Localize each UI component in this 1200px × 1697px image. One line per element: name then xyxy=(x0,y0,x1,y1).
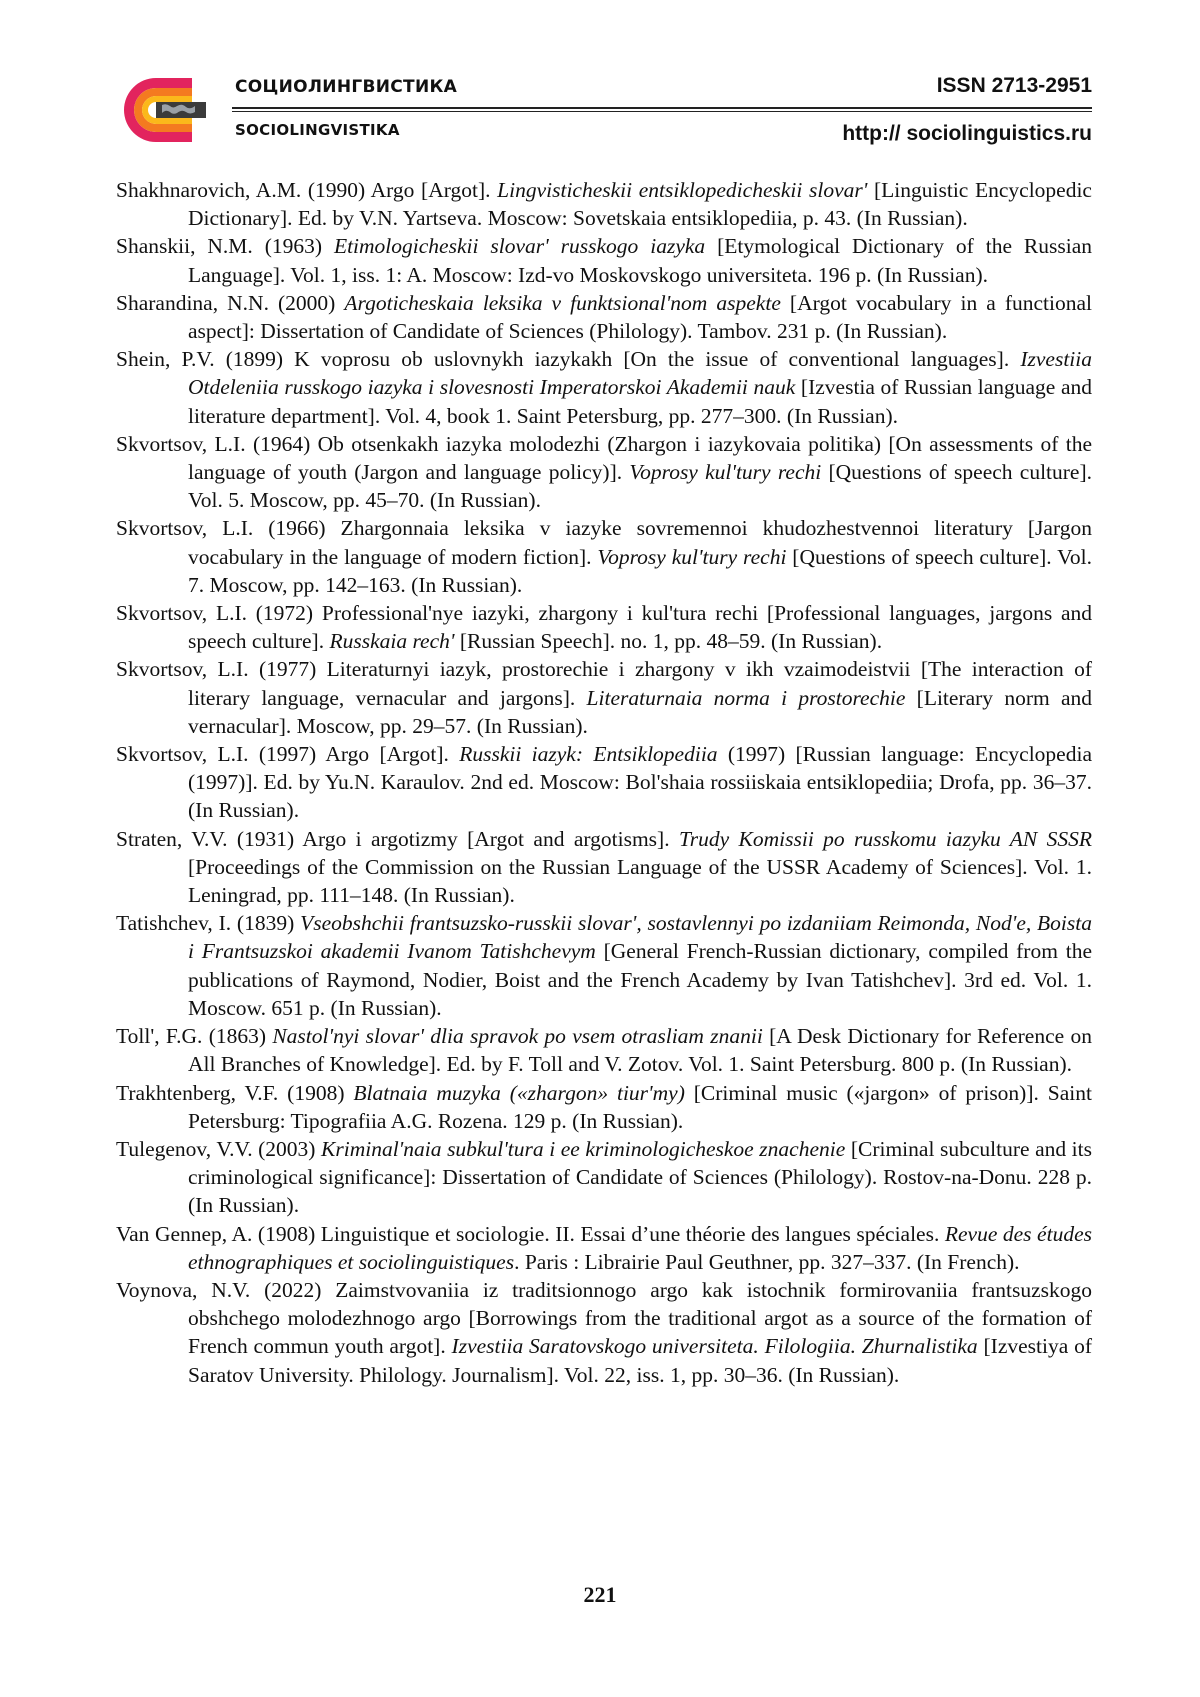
reference-item: Voynova, N.V. (2022) Zaimstvovaniia iz traditsionnogo argo kak istochnik formirovaniia frantsuzskogo obshchego molodezhnogo argo [Borrowings from the traditional argot as a source of the formation of French commun youth argot]. Izvestiia Saratovskogo universiteta. Filologiia. Zhurnalistika [Izvestiya of Saratov University. Philology. Journalism]. Vol. 22, iss. 1, pp. 30–36. (In Russian). xyxy=(116,1277,1092,1387)
journal-title-en: SOCIOLINGVISTIKA xyxy=(235,121,400,139)
reference-item: Shanskii, N.M. (1963) Etimologicheskii slovar' russkogo iazyka [Etymological Dictionary of the Russian Language]. Vol. 1, iss. 1: A. Moscow: Izd-vo Moskovskogo universiteta. 196 p. (In Russian). xyxy=(116,234,1093,287)
page-number: 221 xyxy=(583,1582,617,1607)
reference-item: Tatishchev, I. (1839) Vseobshchii frantsuzsko-russkii slovar', sostavlennyi po izdaniiam Reimonda, Nod'e, Boista i Frantsuzskoi akademii Ivanom Tatishchevym [General French-Russian dictionary, compiled from the publications of Raymond, Nodier, Boist and the French Academy by Ivan Tatishchev]. 3rd ed. Vol. 1. Moscow. 651 p. (In Russian). xyxy=(116,911,1092,1020)
reference-item: Toll', F.G. (1863) Nastol'nyi slovar' dlia spravok po vsem otrasliam znanii [A Desk Dictionary for Reference on All Branches of Knowledge]. Ed. by F. Toll and V. Zotov. Vol. 1. Saint Petersburg. 800 p. (In Russian). xyxy=(116,1024,1092,1077)
reference-list xyxy=(116,176,1092,1389)
issn: ISSN 2713-2951 xyxy=(936,74,1092,97)
reference-item: Tulegenov, V.V. (2003) Kriminal'naia subkul'tura i ee kriminologicheskoe znachenie [Criminal subculture and its criminological significance]: Dissertation of Candidate of Sciences (Philology). Rostov-na-Donu. 228 p. (In Russian). xyxy=(116,1136,1093,1218)
header-divider-thin xyxy=(232,111,1092,112)
reference-item: Skvortsov, L.I. (1997) Argo [Argot]. Russkii iazyk: Entsiklopediia (1997) [Russian language: Encyclopedia (1997)]. Ed. by Yu.N. Karaulov. 2nd ed. Moscow: Bol'shaia rossiiskaia entsiklopediia; Drofa, pp. 36–37. (In Russian). xyxy=(116,742,1092,823)
reference-item: Straten, V.V. (1931) Argo i argotizmy [Argot and argotisms]. Trudy Komissii po russkomu iazyku AN SSSR [Proceedings of the Commission on the Russian Language of the USSR Academy of Sciences]. Vol. 1. Leningrad, pp. 111–148. (In Russian). xyxy=(116,826,1093,908)
journal-logo xyxy=(112,74,212,146)
reference-item: Trakhtenberg, V.F. (1908) Blatnaia muzyka («zhargon» tiur'my) [Criminal music («jargon» of prison)]. Saint Petersburg: Tipografiia A.G. Rozena. 129 p. (In Russian). xyxy=(116,1080,1092,1133)
reference-item: Skvortsov, L.I. (1977) Literaturnyi iazyk, prostorechie i zhargony v ikh vzaimodeistvii [The interaction of literary language, vernacular and jargons]. Literaturnaia norma i prostorechie [Literary norm and vernacular]. Moscow, pp. 29–57. (In Russian). xyxy=(116,657,1093,738)
reference-item: Shein, P.V. (1899) K voprosu ob uslovnykh iazykakh [On the issue of conventional languages]. Izvestiia Otdeleniia russkogo iazyka i slovesnosti Imperatorskoi Akademii nauk [Izvestia of Russian language and literature department]. Vol. 4, book 1. Saint Petersburg, pp. 277–300. (In Russian). xyxy=(116,347,1092,428)
reference-item: Skvortsov, L.I. (1972) Professional'nye iazyki, zhargony i kul'tura rechi [Professional languages, jargons and speech culture]. Russkaia rech' [Russian Speech]. no. 1, pp. 48–59. (In Russian). xyxy=(116,601,1092,654)
reference-item: Shakhnarovich, A.M. (1990) Argo [Argot]. Lingvisticheskii entsiklopedicheskii slovar' [Linguistic Encyclopedic Dictionary]. Ed. by V.N. Yartseva. Moscow: Sovetskaia entsiklopediia, p. 43. (In Russian). xyxy=(116,178,1092,231)
journal-url[interactable]: http:// sociolinguistics.ru xyxy=(842,122,1092,145)
reference-item: Sharandina, N.N. (2000) Argoticheskaia leksika v funktsional'nom aspekte [Argot vocabulary in a functional aspect]: Dissertation of Candidate of Sciences (Philology). Tambov. 231 p. (In Russian). xyxy=(116,290,1093,344)
reference-item: Skvortsov, L.I. (1964) Ob otsenkakh iazyka molodezhi (Zhargon i iazykovaia politika) [On assessments of the language of youth (Jargon and language policy)]. Voprosy kul'tury rechi [Questions of speech culture]. Vol. 5. Moscow, pp. 45–70. (In Russian). xyxy=(116,431,1093,513)
reference-item: Skvortsov, L.I. (1966) Zhargonnaia leksika v iazyke sovremennoi khudozhestvennoi literatury [Jargon vocabulary in the language of modern fiction]. Voprosy kul'tury rechi [Questions of speech culture]. Vol. 7. Moscow, pp. 142–163. (In Russian). xyxy=(116,516,1092,597)
journal-title-ru: СОЦИОЛИНГВИСТИКА xyxy=(235,77,458,97)
header-divider xyxy=(232,107,1092,109)
reference-item: Van Gennep, A. (1908) Linguistique et sociologie. II. Essai d’une théorie des langues spéciales. Revue des études ethnographiques et sociolinguistiques. Paris : Librairie Paul Geuthner, pp. 327–337. (In French). xyxy=(116,1221,1092,1274)
logo-graphic xyxy=(112,74,212,146)
